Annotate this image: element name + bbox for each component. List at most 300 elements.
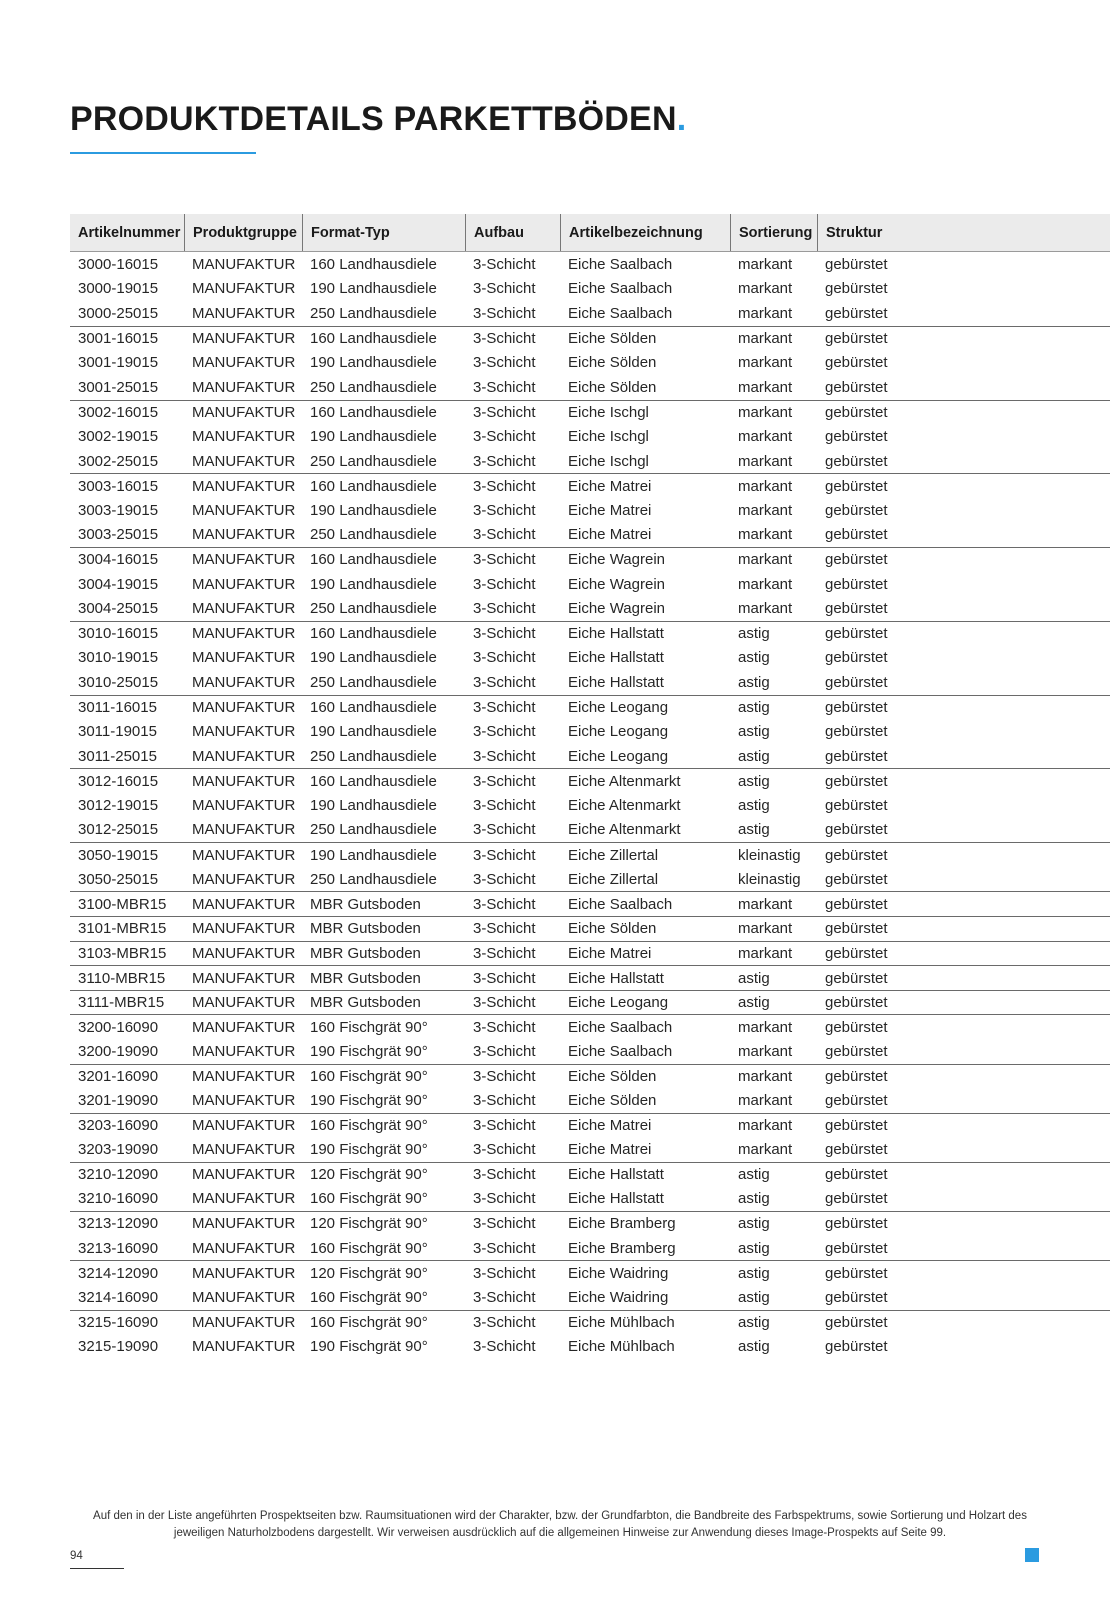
cell-format-typ: 120 Fischgrät 90°	[310, 1166, 428, 1184]
cell-aufbau: 3-Schicht	[473, 673, 536, 691]
cell-aufbau: 3-Schicht	[473, 821, 536, 839]
cell-struktur: gebürstet	[825, 1166, 888, 1184]
cell-aufbau: 3-Schicht	[473, 1067, 536, 1085]
cell-produktgruppe: MANUFAKTUR	[192, 969, 296, 987]
cell-produktgruppe: MANUFAKTUR	[192, 427, 296, 445]
cell-format-typ: 190 Landhausdiele	[310, 501, 437, 519]
cell-artikelnummer: 3200-19090	[78, 1042, 159, 1060]
cell-struktur: gebürstet	[825, 255, 888, 273]
cell-format-typ: 120 Fischgrät 90°	[310, 1215, 428, 1233]
cell-aufbau: 3-Schicht	[473, 427, 536, 445]
table-row	[70, 547, 1110, 572]
cell-produktgruppe: MANUFAKTUR	[192, 698, 296, 716]
cell-produktgruppe: MANUFAKTUR	[192, 1337, 296, 1355]
cell-sortierung: markant	[738, 1117, 793, 1135]
cell-struktur: gebürstet	[825, 600, 888, 618]
cell-format-typ: MBR Gutsboden	[310, 969, 421, 987]
cell-sortierung: markant	[738, 551, 793, 569]
cell-artikelnummer: 3100-MBR15	[78, 895, 167, 913]
table-row	[70, 1260, 1110, 1285]
table-row	[70, 498, 1110, 523]
cell-artikelbezeichnung: Eiche Matrei	[568, 1141, 652, 1159]
cell-struktur: gebürstet	[825, 625, 888, 643]
cell-artikelnummer: 3001-16015	[78, 330, 159, 348]
cell-artikelnummer: 3050-19015	[78, 846, 159, 864]
cell-format-typ: 160 Fischgrät 90°	[310, 1067, 428, 1085]
cell-sortierung: markant	[738, 920, 793, 938]
table-row	[70, 1064, 1110, 1089]
cell-sortierung: astig	[738, 994, 770, 1012]
table-row	[70, 523, 1110, 548]
cell-aufbau: 3-Schicht	[473, 870, 536, 888]
table-row	[70, 695, 1110, 720]
cell-artikelnummer: 3010-16015	[78, 625, 159, 643]
cell-produktgruppe: MANUFAKTUR	[192, 1239, 296, 1257]
cell-artikelbezeichnung: Eiche Matrei	[568, 477, 652, 495]
cell-struktur: gebürstet	[825, 477, 888, 495]
cell-struktur: gebürstet	[825, 403, 888, 421]
cell-aufbau: 3-Schicht	[473, 1091, 536, 1109]
cell-produktgruppe: MANUFAKTUR	[192, 1018, 296, 1036]
cell-sortierung: astig	[738, 1215, 770, 1233]
cell-aufbau: 3-Schicht	[473, 526, 536, 544]
cell-produktgruppe: MANUFAKTUR	[192, 1042, 296, 1060]
cell-aufbau: 3-Schicht	[473, 994, 536, 1012]
cell-artikelbezeichnung: Eiche Leogang	[568, 994, 669, 1012]
cell-produktgruppe: MANUFAKTUR	[192, 625, 296, 643]
cell-struktur: gebürstet	[825, 1239, 888, 1257]
cell-format-typ: 160 Landhausdiele	[310, 551, 437, 569]
cell-artikelnummer: 3214-16090	[78, 1288, 159, 1306]
cell-aufbau: 3-Schicht	[473, 354, 536, 372]
cell-artikelbezeichnung: Eiche Hallstatt	[568, 969, 664, 987]
cell-format-typ: 190 Landhausdiele	[310, 575, 437, 593]
cell-produktgruppe: MANUFAKTUR	[192, 280, 296, 298]
cell-format-typ: 250 Landhausdiele	[310, 870, 437, 888]
cell-sortierung: markant	[738, 944, 793, 962]
cell-format-typ: 160 Fischgrät 90°	[310, 1117, 428, 1135]
cell-produktgruppe: MANUFAKTUR	[192, 944, 296, 962]
cell-struktur: gebürstet	[825, 747, 888, 765]
cell-aufbau: 3-Schicht	[473, 1141, 536, 1159]
cell-produktgruppe: MANUFAKTUR	[192, 501, 296, 519]
cell-struktur: gebürstet	[825, 1141, 888, 1159]
cell-artikelnummer: 3101-MBR15	[78, 920, 167, 938]
cell-aufbau: 3-Schicht	[473, 944, 536, 962]
cell-struktur: gebürstet	[825, 427, 888, 445]
cell-artikelnummer: 3002-25015	[78, 452, 159, 470]
table-row	[70, 744, 1110, 769]
cell-format-typ: 160 Fischgrät 90°	[310, 1190, 428, 1208]
cell-produktgruppe: MANUFAKTUR	[192, 1215, 296, 1233]
cell-aufbau: 3-Schicht	[473, 575, 536, 593]
cell-artikelbezeichnung: Eiche Bramberg	[568, 1239, 676, 1257]
cell-artikelbezeichnung: Eiche Hallstatt	[568, 673, 664, 691]
cell-sortierung: astig	[738, 1313, 770, 1331]
cell-sortierung: astig	[738, 649, 770, 667]
cell-produktgruppe: MANUFAKTUR	[192, 255, 296, 273]
cell-struktur: gebürstet	[825, 920, 888, 938]
table-row	[70, 867, 1110, 892]
cell-format-typ: 190 Fischgrät 90°	[310, 1141, 428, 1159]
cell-format-typ: 250 Landhausdiele	[310, 747, 437, 765]
cell-format-typ: 190 Landhausdiele	[310, 649, 437, 667]
cell-aufbau: 3-Schicht	[473, 796, 536, 814]
cell-sortierung: markant	[738, 403, 793, 421]
cell-struktur: gebürstet	[825, 870, 888, 888]
cell-artikelnummer: 3001-19015	[78, 354, 159, 372]
cell-struktur: gebürstet	[825, 1190, 888, 1208]
header-artikelbezeichnung: Artikelbezeichnung	[560, 214, 730, 251]
cell-artikelbezeichnung: Eiche Hallstatt	[568, 625, 664, 643]
cell-produktgruppe: MANUFAKTUR	[192, 1067, 296, 1085]
cell-struktur: gebürstet	[825, 994, 888, 1012]
cell-artikelbezeichnung: Eiche Ischgl	[568, 452, 649, 470]
cell-artikelbezeichnung: Eiche Saalbach	[568, 1018, 673, 1036]
cell-artikelbezeichnung: Eiche Leogang	[568, 723, 669, 741]
cell-produktgruppe: MANUFAKTUR	[192, 1091, 296, 1109]
table-row	[70, 818, 1110, 843]
cell-artikelnummer: 3215-19090	[78, 1337, 159, 1355]
cell-sortierung: kleinastig	[738, 846, 801, 864]
cell-artikelnummer: 3003-16015	[78, 477, 159, 495]
cell-struktur: gebürstet	[825, 280, 888, 298]
cell-struktur: gebürstet	[825, 1117, 888, 1135]
page-number-rule	[70, 1568, 124, 1569]
cell-format-typ: MBR Gutsboden	[310, 895, 421, 913]
cell-sortierung: astig	[738, 625, 770, 643]
table-row	[70, 1285, 1110, 1310]
cell-artikelbezeichnung: Eiche Sölden	[568, 354, 657, 372]
cell-artikelbezeichnung: Eiche Bramberg	[568, 1215, 676, 1233]
cell-struktur: gebürstet	[825, 526, 888, 544]
cell-artikelnummer: 3012-16015	[78, 772, 159, 790]
cell-struktur: gebürstet	[825, 378, 888, 396]
cell-format-typ: 190 Fischgrät 90°	[310, 1337, 428, 1355]
cell-sortierung: markant	[738, 1141, 793, 1159]
cell-artikelnummer: 3214-12090	[78, 1264, 159, 1282]
table-row	[70, 842, 1110, 867]
cell-artikelbezeichnung: Eiche Waidring	[568, 1264, 669, 1282]
cell-artikelnummer: 3203-16090	[78, 1117, 159, 1135]
cell-format-typ: 250 Landhausdiele	[310, 600, 437, 618]
cell-artikelbezeichnung: Eiche Sölden	[568, 920, 657, 938]
table-row	[70, 326, 1110, 351]
cell-struktur: gebürstet	[825, 1091, 888, 1109]
cell-aufbau: 3-Schicht	[473, 969, 536, 987]
cell-format-typ: 160 Landhausdiele	[310, 403, 437, 421]
product-table	[70, 214, 1110, 1359]
table-row	[70, 301, 1110, 326]
cell-artikelnummer: 3203-19090	[78, 1141, 159, 1159]
cell-artikelnummer: 3000-25015	[78, 304, 159, 322]
cell-produktgruppe: MANUFAKTUR	[192, 600, 296, 618]
table-row	[70, 990, 1110, 1015]
cell-artikelbezeichnung: Eiche Matrei	[568, 944, 652, 962]
cell-sortierung: astig	[738, 673, 770, 691]
cell-produktgruppe: MANUFAKTUR	[192, 526, 296, 544]
cell-aufbau: 3-Schicht	[473, 1190, 536, 1208]
cell-sortierung: markant	[738, 600, 793, 618]
footnote: Auf den in der Liste angeführten Prospektseiten bzw. Raumsituationen wird der Charakter, bzw. der Grundfarbton, die Bandbreite des Farbspektrums, sowie Sortierung und Holzart des jeweiligen Naturholzbodens dargestellt. Wir verweisen ausdrücklich auf die allgemeinen Hinweise zur Anwendung dieses Image-Prospekts auf Seite 99.	[93, 1510, 1027, 1539]
cell-produktgruppe: MANUFAKTUR	[192, 1288, 296, 1306]
cell-format-typ: MBR Gutsboden	[310, 920, 421, 938]
cell-artikelbezeichnung: Eiche Matrei	[568, 1117, 652, 1135]
cell-artikelbezeichnung: Eiche Altenmarkt	[568, 772, 681, 790]
cell-aufbau: 3-Schicht	[473, 477, 536, 495]
table-row	[70, 1187, 1110, 1212]
cell-sortierung: astig	[738, 772, 770, 790]
table-row	[70, 1162, 1110, 1187]
cell-aufbau: 3-Schicht	[473, 304, 536, 322]
table-row	[70, 1310, 1110, 1335]
cell-sortierung: astig	[738, 723, 770, 741]
cell-sortierung: astig	[738, 1239, 770, 1257]
cell-produktgruppe: MANUFAKTUR	[192, 870, 296, 888]
cell-artikelbezeichnung: Eiche Wagrein	[568, 600, 665, 618]
cell-artikelbezeichnung: Eiche Zillertal	[568, 870, 659, 888]
cell-artikelnummer: 3004-16015	[78, 551, 159, 569]
cell-struktur: gebürstet	[825, 846, 888, 864]
table-row	[70, 375, 1110, 400]
cell-format-typ: 160 Landhausdiele	[310, 330, 437, 348]
title-underline	[70, 152, 256, 154]
cell-artikelnummer: 3213-12090	[78, 1215, 159, 1233]
table-row	[70, 1211, 1110, 1236]
cell-format-typ: 250 Landhausdiele	[310, 304, 437, 322]
cell-produktgruppe: MANUFAKTUR	[192, 747, 296, 765]
cell-aufbau: 3-Schicht	[473, 403, 536, 421]
cell-format-typ: MBR Gutsboden	[310, 944, 421, 962]
cell-aufbau: 3-Schicht	[473, 1215, 536, 1233]
cell-aufbau: 3-Schicht	[473, 378, 536, 396]
cell-struktur: gebürstet	[825, 1337, 888, 1355]
cell-aufbau: 3-Schicht	[473, 1018, 536, 1036]
cell-produktgruppe: MANUFAKTUR	[192, 1264, 296, 1282]
cell-struktur: gebürstet	[825, 1215, 888, 1233]
cell-struktur: gebürstet	[825, 1264, 888, 1282]
cell-format-typ: 190 Landhausdiele	[310, 354, 437, 372]
page-title	[70, 100, 686, 139]
cell-artikelnummer: 3004-25015	[78, 600, 159, 618]
cell-sortierung: markant	[738, 1091, 793, 1109]
table-row	[70, 252, 1110, 277]
table-row	[70, 1236, 1110, 1261]
cell-produktgruppe: MANUFAKTUR	[192, 1190, 296, 1208]
cell-format-typ: 250 Landhausdiele	[310, 821, 437, 839]
cell-sortierung: astig	[738, 1190, 770, 1208]
cell-aufbau: 3-Schicht	[473, 280, 536, 298]
cell-produktgruppe: MANUFAKTUR	[192, 304, 296, 322]
cell-artikelnummer: 3103-MBR15	[78, 944, 167, 962]
cell-aufbau: 3-Schicht	[473, 1288, 536, 1306]
cell-format-typ: 250 Landhausdiele	[310, 526, 437, 544]
cell-format-typ: 120 Fischgrät 90°	[310, 1264, 428, 1282]
cell-artikelnummer: 3200-16090	[78, 1018, 159, 1036]
table-row	[70, 768, 1110, 793]
cell-artikelbezeichnung: Eiche Sölden	[568, 1067, 657, 1085]
cell-produktgruppe: MANUFAKTUR	[192, 477, 296, 495]
cell-artikelbezeichnung: Eiche Altenmarkt	[568, 821, 681, 839]
cell-sortierung: astig	[738, 1337, 770, 1355]
table-row	[70, 891, 1110, 916]
header-artikelnummer: Artikelnummer	[78, 224, 181, 241]
cell-artikelbezeichnung: Eiche Saalbach	[568, 280, 673, 298]
cell-artikelbezeichnung: Eiche Hallstatt	[568, 1166, 664, 1184]
cell-artikelbezeichnung: Eiche Sölden	[568, 330, 657, 348]
cell-aufbau: 3-Schicht	[473, 1264, 536, 1282]
cell-artikelbezeichnung: Eiche Sölden	[568, 378, 657, 396]
cell-artikelbezeichnung: Eiche Saalbach	[568, 304, 673, 322]
cell-artikelbezeichnung: Eiche Ischgl	[568, 427, 649, 445]
page-title-dot: .	[676, 100, 687, 138]
cell-artikelnummer: 3110-MBR15	[78, 969, 166, 987]
cell-artikelbezeichnung: Eiche Matrei	[568, 501, 652, 519]
cell-struktur: gebürstet	[825, 796, 888, 814]
cell-sortierung: markant	[738, 1042, 793, 1060]
cell-artikelbezeichnung: Eiche Waidring	[568, 1288, 669, 1306]
cell-aufbau: 3-Schicht	[473, 920, 536, 938]
cell-struktur: gebürstet	[825, 575, 888, 593]
cell-artikelnummer: 3002-16015	[78, 403, 159, 421]
cell-sortierung: markant	[738, 378, 793, 396]
cell-sortierung: markant	[738, 477, 793, 495]
cell-struktur: gebürstet	[825, 723, 888, 741]
cell-artikelnummer: 3011-16015	[78, 698, 157, 716]
page-number: 94	[70, 1550, 83, 1562]
cell-artikelnummer: 3210-16090	[78, 1190, 159, 1208]
cell-struktur: gebürstet	[825, 895, 888, 913]
cell-aufbau: 3-Schicht	[473, 723, 536, 741]
cell-produktgruppe: MANUFAKTUR	[192, 895, 296, 913]
cell-sortierung: markant	[738, 1018, 793, 1036]
cell-produktgruppe: MANUFAKTUR	[192, 772, 296, 790]
cell-artikelbezeichnung: Eiche Saalbach	[568, 1042, 673, 1060]
cell-produktgruppe: MANUFAKTUR	[192, 920, 296, 938]
cell-sortierung: markant	[738, 354, 793, 372]
cell-aufbau: 3-Schicht	[473, 625, 536, 643]
cell-artikelnummer: 3003-19015	[78, 501, 159, 519]
cell-aufbau: 3-Schicht	[473, 1042, 536, 1060]
cell-sortierung: astig	[738, 1166, 770, 1184]
cell-aufbau: 3-Schicht	[473, 1337, 536, 1355]
cell-struktur: gebürstet	[825, 1288, 888, 1306]
header-aufbau: Aufbau	[465, 214, 560, 251]
cell-format-typ: 190 Fischgrät 90°	[310, 1091, 428, 1109]
cell-struktur: gebürstet	[825, 698, 888, 716]
table-row	[70, 1334, 1110, 1359]
cell-artikelnummer: 3004-19015	[78, 575, 159, 593]
cell-sortierung: astig	[738, 821, 770, 839]
cell-sortierung: markant	[738, 280, 793, 298]
cell-format-typ: 160 Fischgrät 90°	[310, 1288, 428, 1306]
cell-aufbau: 3-Schicht	[473, 255, 536, 273]
cell-artikelnummer: 3050-25015	[78, 870, 159, 888]
cell-artikelbezeichnung: Eiche Matrei	[568, 526, 652, 544]
cell-artikelnummer: 3111-MBR15	[78, 994, 165, 1012]
cell-aufbau: 3-Schicht	[473, 452, 536, 470]
cell-produktgruppe: MANUFAKTUR	[192, 551, 296, 569]
cell-artikelnummer: 3213-16090	[78, 1239, 159, 1257]
table-body	[70, 252, 1110, 1359]
table-row	[70, 965, 1110, 990]
cell-format-typ: 160 Landhausdiele	[310, 255, 437, 273]
cell-artikelnummer: 3011-19015	[78, 723, 157, 741]
cell-artikelnummer: 3201-19090	[78, 1091, 159, 1109]
cell-struktur: gebürstet	[825, 1018, 888, 1036]
cell-struktur: gebürstet	[825, 772, 888, 790]
cell-artikelbezeichnung: Eiche Leogang	[568, 698, 669, 716]
cell-struktur: gebürstet	[825, 501, 888, 519]
cell-artikelbezeichnung: Eiche Altenmarkt	[568, 796, 681, 814]
table-row	[70, 670, 1110, 695]
cell-format-typ: 160 Landhausdiele	[310, 772, 437, 790]
header-format-typ: Format-Typ	[302, 214, 465, 251]
cell-produktgruppe: MANUFAKTUR	[192, 723, 296, 741]
cell-artikelbezeichnung: Eiche Wagrein	[568, 575, 665, 593]
table-row	[70, 793, 1110, 818]
cell-produktgruppe: MANUFAKTUR	[192, 1117, 296, 1135]
cell-sortierung: astig	[738, 1288, 770, 1306]
cell-produktgruppe: MANUFAKTUR	[192, 452, 296, 470]
header-produktgruppe: Produktgruppe	[184, 214, 302, 251]
cell-artikelbezeichnung: Eiche Mühlbach	[568, 1313, 675, 1331]
cell-struktur: gebürstet	[825, 354, 888, 372]
cell-struktur: gebürstet	[825, 452, 888, 470]
table-row	[70, 400, 1110, 425]
cell-struktur: gebürstet	[825, 673, 888, 691]
cell-format-typ: 250 Landhausdiele	[310, 378, 437, 396]
cell-aufbau: 3-Schicht	[473, 600, 536, 618]
cell-sortierung: astig	[738, 969, 770, 987]
cell-sortierung: markant	[738, 575, 793, 593]
cell-sortierung: astig	[738, 698, 770, 716]
cell-struktur: gebürstet	[825, 330, 888, 348]
cell-artikelbezeichnung: Eiche Saalbach	[568, 255, 673, 273]
table-row	[70, 916, 1110, 941]
table-header	[70, 214, 1110, 252]
cell-sortierung: markant	[738, 304, 793, 322]
table-row	[70, 1113, 1110, 1138]
cell-format-typ: 160 Landhausdiele	[310, 698, 437, 716]
cell-format-typ: 160 Fischgrät 90°	[310, 1313, 428, 1331]
cell-sortierung: markant	[738, 501, 793, 519]
cell-format-typ: 190 Landhausdiele	[310, 723, 437, 741]
cell-artikelbezeichnung: Eiche Mühlbach	[568, 1337, 675, 1355]
cell-aufbau: 3-Schicht	[473, 1166, 536, 1184]
cell-artikelnummer: 3001-25015	[78, 378, 159, 396]
cell-produktgruppe: MANUFAKTUR	[192, 846, 296, 864]
cell-struktur: gebürstet	[825, 821, 888, 839]
cell-artikelbezeichnung: Eiche Zillertal	[568, 846, 659, 864]
cell-sortierung: markant	[738, 427, 793, 445]
cell-artikelbezeichnung: Eiche Leogang	[568, 747, 669, 765]
cell-produktgruppe: MANUFAKTUR	[192, 354, 296, 372]
cell-produktgruppe: MANUFAKTUR	[192, 330, 296, 348]
cell-sortierung: markant	[738, 1067, 793, 1085]
table-row	[70, 277, 1110, 302]
table-row	[70, 424, 1110, 449]
cell-artikelnummer: 3003-25015	[78, 526, 159, 544]
table-row	[70, 572, 1110, 597]
cell-struktur: gebürstet	[825, 304, 888, 322]
cell-produktgruppe: MANUFAKTUR	[192, 673, 296, 691]
cell-format-typ: 190 Landhausdiele	[310, 427, 437, 445]
cell-produktgruppe: MANUFAKTUR	[192, 403, 296, 421]
cell-format-typ: 160 Landhausdiele	[310, 477, 437, 495]
cell-artikelnummer: 3000-16015	[78, 255, 159, 273]
cell-aufbau: 3-Schicht	[473, 747, 536, 765]
